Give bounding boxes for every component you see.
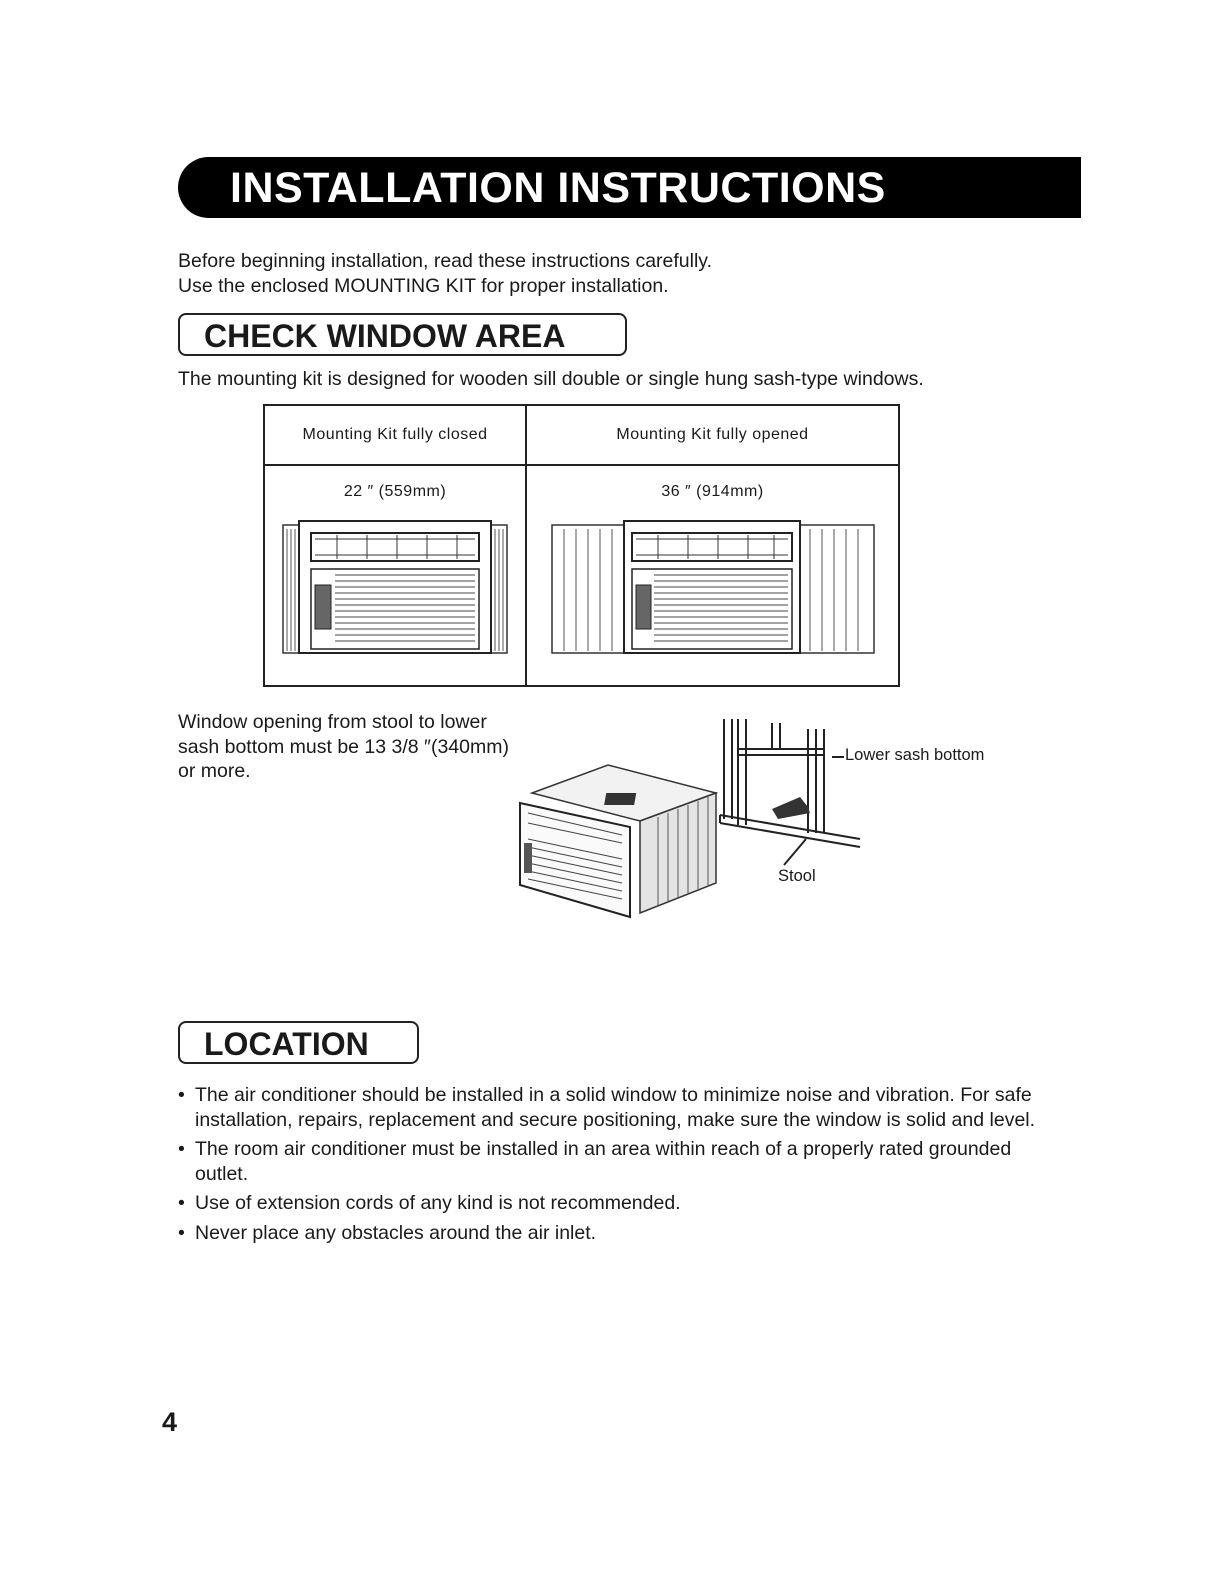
dimension-closed: 22 ″ (559mm) <box>343 483 447 500</box>
dimension-opened: 36 ″ (914mm) <box>661 483 764 500</box>
list-item: • Use of extension cords of any kind is not recommended. <box>178 1191 1058 1216</box>
cell-kit-opened <box>526 465 899 686</box>
ac-closed-kit-illustration <box>277 517 513 657</box>
mounting-kit-table <box>263 404 900 687</box>
table-header-row <box>264 405 899 465</box>
list-item: • The room air conditioner must be installed in an area within reach of a properly rated grounded outlet. <box>178 1137 1058 1186</box>
opening-line-2: sash bottom must be 13 3/8 ″(340mm) <box>178 735 509 758</box>
window-installation-illustration <box>510 715 890 925</box>
cell-kit-closed <box>264 465 526 686</box>
opening-line-1: Window opening from stool to lower <box>178 711 487 733</box>
list-item: • The air conditioner should be installed in a solid window to minimize noise and vibration. For safe installation, repairs, replacement and secure positioning, make sure the window is solid and level. <box>178 1083 1058 1132</box>
list-item: • Never place any obstacles around the air inlet. <box>178 1221 1058 1246</box>
window-opening-note <box>178 710 538 784</box>
table-row <box>264 465 899 686</box>
ac-opened-kit-illustration <box>548 517 878 657</box>
opening-line-3: or more. <box>178 760 251 782</box>
header-kit-opened: Mounting Kit fully opened <box>526 405 899 465</box>
page-title: INSTALLATION INSTRUCTIONS <box>230 164 886 212</box>
title-banner <box>178 157 1081 218</box>
header-kit-closed: Mounting Kit fully closed <box>264 405 526 465</box>
intro-text <box>178 249 712 298</box>
location-bullet-list <box>178 1083 1058 1250</box>
section-heading-location <box>178 1021 419 1064</box>
intro-line-1: Before beginning installation, read these instructions carefully. <box>178 250 713 272</box>
page-number: 4 <box>162 1407 178 1437</box>
section-heading-check-window <box>178 313 627 356</box>
stool-label: Stool <box>778 867 816 885</box>
intro-line-2: Use the enclosed MOUNTING KIT for proper installation. <box>178 274 669 297</box>
check-window-heading-text: CHECK WINDOW AREA <box>204 318 566 354</box>
window-description: The mounting kit is designed for wooden sill double or single hung sash-type windows. <box>178 368 924 390</box>
lower-sash-bottom-label: Lower sash bottom <box>845 746 985 764</box>
location-heading-text: LOCATION <box>204 1026 369 1062</box>
